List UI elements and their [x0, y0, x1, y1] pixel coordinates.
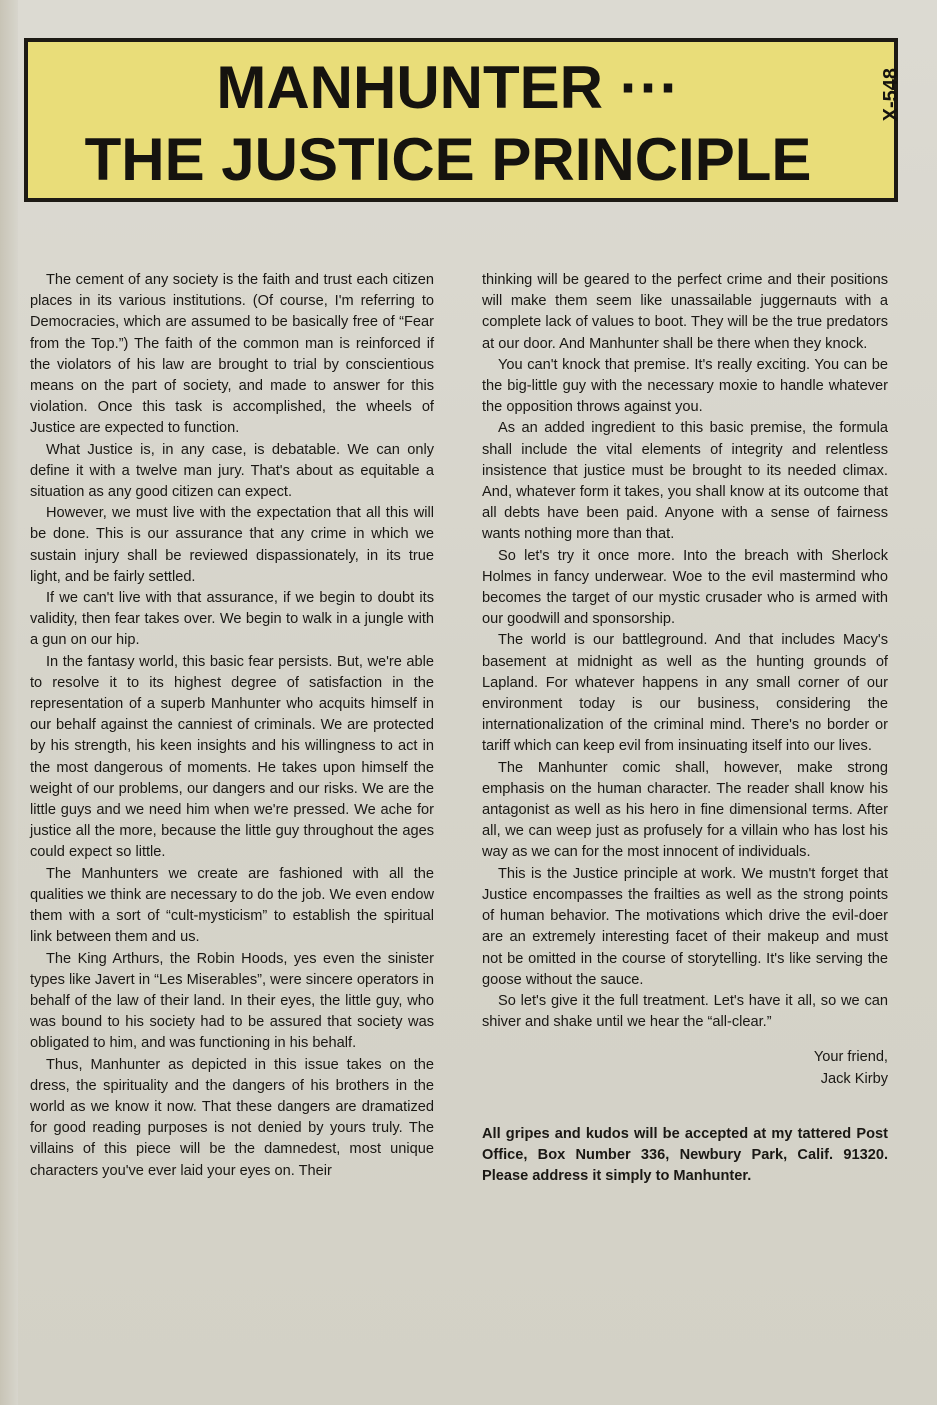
paragraph: The King Arthurs, the Robin Hoods, yes even the sinister types like Javert in “Les Miserables”, were sincere operators in behalf of the law of their land. In their eyes, the little guy, who was bound to his society had to be assured that society was obligated to him, and was functioning in his behalf.	[30, 950, 434, 1052]
signature-block	[482, 1047, 888, 1089]
signature-closing: Your friend,	[813, 1049, 888, 1066]
left-column	[30, 270, 434, 1182]
paragraph: The world is our battleground. And that includes Macy's basement at midnight as well as the hunting grounds of Lapland. For whatever happens in any small corner of our environment today is our business, considering the internationalization of the criminal mind. There's no border or tariff which can keep evil from insinuating itself into our lives.	[482, 632, 888, 755]
title-line-1: MANHUNTER ···	[216, 54, 680, 121]
paragraph: thinking will be geared to the perfect crime and their positions will make them seem like unassailable juggernauts with a complete lack of values to boot. They will be the true predators at our door. And Manhunter shall be there when they knock.	[482, 272, 888, 352]
title-banner	[24, 38, 902, 202]
paragraph: However, we must live with the expectation that all this will be done. This is our assurance that any crime in which we sustain injury shall be reviewed dispassionately, in its true light, and be fairly settled.	[30, 505, 434, 585]
signature-name: Jack Kirby	[820, 1070, 888, 1087]
paragraph: The Manhunters we create are fashioned with all the qualities we think are necessary to do the job. We even endow them with a sort of “cult-mysticism” to establish the spiritual link between them and us.	[30, 865, 434, 946]
title-line-2: THE JUSTICE PRINCIPLE	[84, 126, 812, 193]
paragraph: In the fantasy world, this basic fear persists. But, we're able to resolve it to its highest degree of satisfaction in the representation of a superb Manhunter who acquits himself in our behalf against the canniest of criminals. We are protected by his strength, his keen insights and his willingness to act in the most dangerous of moments. He takes upon himself the weight of our problems, our dangers and our risks. We are the little guys and we need him when we're pressed. We ache for justice all the more, because the little guy throughout the ages could expect so little.	[30, 653, 434, 861]
paragraph: So let's try it once more. Into the breach with Sherlock Holmes in fancy underwear. Woe to the evil mastermind who becomes the target of our mystic crusader who is armed with our goodwill and sponsorship.	[482, 547, 888, 628]
paragraph: As an added ingredient to this basic premise, the formula shall include the vital elements of integrity and relentless insistence that justice must be brought to its needed climax. And, whatever form it takes, you shall know at its outcome that all debts have been paid. Anyone with a sense of fairness wants nothing more than that.	[482, 420, 888, 543]
paragraph: This is the Justice principle at work. We mustn't forget that Justice encompasses the frailties as well as the strong points of human behavior. The motivations which drive the evil-doer are an extremely interesting facet of their makeup and must not be omitted in the course of storytelling. It's like serving the goose without the sauce.	[482, 865, 888, 988]
paragraph: The Manhunter comic shall, however, make strong emphasis on the human character. The reader shall know his antagonist as well as his hero in fine dimensional terms. After all, we can weep just as profusely for a villain who has lost his way as we can for the most innocent of individuals.	[482, 759, 888, 861]
paragraph: Thus, Manhunter as depicted in this issue takes on the dress, the spirituality and the dangers of his brothers in the world as we know it now. That these dangers are dramatized for good reading purposes is not denied by yours truly. The villains of this piece will be the damnedest, most unique characters you've ever laid your eyes on. Their	[30, 1056, 434, 1179]
paragraph: If we can't live with that assurance, if we begin to doubt its validity, then fear takes over. We begin to walk in a jungle with a gun on our hip.	[30, 590, 434, 649]
paragraph: You can't knock that premise. It's really exciting. You can be the big-little guy with the necessary moxie to handle whatever the opposition throws against you.	[482, 356, 888, 416]
paragraph: What Justice is, in any case, is debatable. We can only define it with a twelve man jury. That's about as equitable a situation as any good citizen can expect.	[30, 441, 434, 501]
paragraph: So let's give it the full treatment. Let's have it all, so we can shiver and shake until we hear the “all-clear.”	[482, 992, 888, 1031]
right-column	[482, 270, 888, 1187]
issue-code: X-548	[880, 68, 902, 122]
paragraph: The cement of any society is the faith and trust each citizen places in its various institutions. (Of course, I'm referring to Democracies, which are assumed to be basically free of “Fear from the Top.”) The faith of the common man is reinforced if the violators of his law are brought to trial by conscientious means on the part of society, and made to answer for this violation. Once this task is accomplished, the wheels of Justice are expected to function.	[30, 272, 434, 437]
mailing-note: All gripes and kudos will be accepted at my tattered Post Office, Box Number 336, Newbury Park, Calif. 91320. Please address it simply to Manhunter.	[482, 1125, 888, 1185]
